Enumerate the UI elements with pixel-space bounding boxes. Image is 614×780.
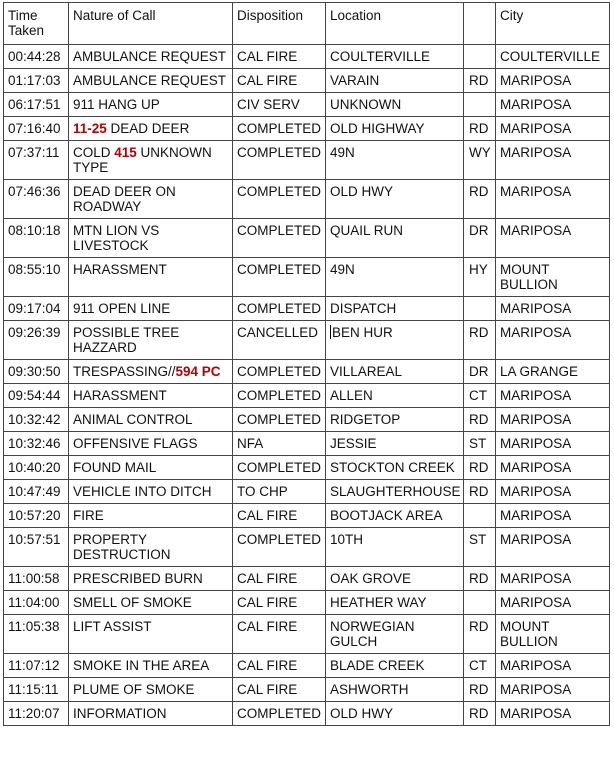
time-cell: 10:47:49	[4, 480, 69, 504]
disposition-cell: CAL FIRE	[233, 504, 326, 528]
location-text: SLAUGHTERHOUSE	[330, 484, 461, 499]
city-cell: MARIPOSA	[496, 456, 610, 480]
nature-cell	[69, 432, 233, 456]
street-suffix-cell: HY	[464, 258, 496, 297]
city-cell: MARIPOSA	[496, 117, 610, 141]
disposition-cell: COMPLETED	[233, 528, 326, 567]
time-cell: 10:57:51	[4, 528, 69, 567]
location-cell	[326, 456, 464, 480]
city-cell: MARIPOSA	[496, 93, 610, 117]
location-cell	[326, 321, 464, 360]
location-cell	[326, 408, 464, 432]
disposition-cell: CAL FIRE	[233, 615, 326, 654]
nature-cell	[69, 504, 233, 528]
city-cell: MARIPOSA	[496, 219, 610, 258]
time-cell: 01:17:03	[4, 69, 69, 93]
street-suffix-cell	[464, 591, 496, 615]
nature-text: TRESPASSING//	[73, 364, 176, 379]
location-cell	[326, 384, 464, 408]
street-suffix-cell: RD	[464, 117, 496, 141]
table-row	[4, 408, 610, 432]
disposition-cell: CAL FIRE	[233, 591, 326, 615]
nature-cell	[69, 219, 233, 258]
disposition-cell: COMPLETED	[233, 297, 326, 321]
street-suffix-cell: RD	[464, 702, 496, 726]
street-suffix-cell: DR	[464, 219, 496, 258]
disposition-cell: COMPLETED	[233, 180, 326, 219]
location-cell	[326, 258, 464, 297]
location-cell	[326, 117, 464, 141]
disposition-cell: COMPLETED	[233, 141, 326, 180]
nature-text: AMBULANCE REQUEST	[73, 49, 227, 64]
table-row	[4, 678, 610, 702]
table-row	[4, 219, 610, 258]
disposition-cell: COMPLETED	[233, 456, 326, 480]
street-suffix-cell: WY	[464, 141, 496, 180]
location-cell	[326, 678, 464, 702]
street-suffix-cell: RD	[464, 456, 496, 480]
time-cell: 06:17:51	[4, 93, 69, 117]
location-text: STOCKTON CREEK	[330, 460, 455, 475]
header-disposition: Disposition	[233, 3, 326, 45]
location-cell	[326, 615, 464, 654]
header-time: Time Taken	[4, 3, 69, 45]
location-cell	[326, 432, 464, 456]
nature-cell	[69, 384, 233, 408]
table-row	[4, 567, 610, 591]
location-text: 49N	[330, 262, 355, 277]
header-location: Location	[326, 3, 464, 45]
location-text: JESSIE	[330, 436, 377, 451]
time-cell: 09:54:44	[4, 384, 69, 408]
nature-cell	[69, 321, 233, 360]
incident-code: 11-25	[73, 121, 107, 136]
city-cell: MARIPOSA	[496, 654, 610, 678]
nature-text: FOUND MAIL	[73, 460, 157, 475]
time-cell: 08:10:18	[4, 219, 69, 258]
nature-text: LIFT ASSIST	[73, 619, 152, 634]
time-cell: 11:20:07	[4, 702, 69, 726]
incident-code: 594 PC	[175, 364, 221, 379]
table-row	[4, 480, 610, 504]
location-text: OLD HWY	[330, 706, 394, 721]
nature-text: SMOKE IN THE AREA	[73, 658, 210, 673]
location-text: BLADE CREEK	[330, 658, 425, 673]
time-cell: 00:44:28	[4, 45, 69, 69]
location-cell	[326, 654, 464, 678]
city-cell: MARIPOSA	[496, 702, 610, 726]
disposition-cell: COMPLETED	[233, 408, 326, 432]
location-cell	[326, 180, 464, 219]
time-cell: 07:37:11	[4, 141, 69, 180]
street-suffix-cell: RD	[464, 408, 496, 432]
nature-cell	[69, 480, 233, 504]
street-suffix-cell	[464, 297, 496, 321]
disposition-cell: CIV SERV	[233, 93, 326, 117]
city-cell: MARIPOSA	[496, 528, 610, 567]
location-cell	[326, 141, 464, 180]
location-text: NORWEGIAN GULCH	[330, 619, 415, 649]
disposition-cell: CAL FIRE	[233, 654, 326, 678]
header-nature: Nature of Call	[69, 3, 233, 45]
table-row	[4, 384, 610, 408]
disposition-cell: CANCELLED	[233, 321, 326, 360]
street-suffix-cell: RD	[464, 678, 496, 702]
location-text: 10TH	[330, 532, 364, 547]
city-cell: MARIPOSA	[496, 567, 610, 591]
city-cell: MARIPOSA	[496, 69, 610, 93]
time-cell: 08:55:10	[4, 258, 69, 297]
street-suffix-cell	[464, 504, 496, 528]
street-suffix-cell: ST	[464, 432, 496, 456]
nature-cell	[69, 678, 233, 702]
disposition-cell: COMPLETED	[233, 219, 326, 258]
time-cell: 11:05:38	[4, 615, 69, 654]
table-row	[4, 504, 610, 528]
table-row	[4, 702, 610, 726]
table-row	[4, 615, 610, 654]
city-cell: MARIPOSA	[496, 384, 610, 408]
location-text: ASHWORTH	[330, 682, 409, 697]
city-cell: MARIPOSA	[496, 678, 610, 702]
table-row	[4, 45, 610, 69]
location-text: QUAIL RUN	[330, 223, 404, 238]
nature-cell	[69, 528, 233, 567]
disposition-cell: CAL FIRE	[233, 567, 326, 591]
nature-text: ANIMAL CONTROL	[73, 412, 193, 427]
table-row	[4, 93, 610, 117]
time-cell: 11:15:11	[4, 678, 69, 702]
city-cell: MARIPOSA	[496, 480, 610, 504]
city-cell: MARIPOSA	[496, 504, 610, 528]
nature-text: PROPERTY DESTRUCTION	[73, 532, 171, 562]
time-cell: 07:46:36	[4, 180, 69, 219]
disposition-cell: TO CHP	[233, 480, 326, 504]
location-cell	[326, 360, 464, 384]
nature-text: AMBULANCE REQUEST	[73, 73, 227, 88]
disposition-cell: CAL FIRE	[233, 69, 326, 93]
disposition-cell: COMPLETED	[233, 117, 326, 141]
location-text: HEATHER WAY	[330, 595, 427, 610]
nature-cell	[69, 654, 233, 678]
nature-text: DEAD DEER	[106, 121, 190, 136]
nature-text: POSSIBLE TREE HAZZARD	[73, 325, 180, 355]
nature-text: FIRE	[73, 508, 104, 523]
time-cell: 11:00:58	[4, 567, 69, 591]
time-cell: 09:17:04	[4, 297, 69, 321]
street-suffix-cell: RD	[464, 567, 496, 591]
street-suffix-cell	[464, 93, 496, 117]
nature-text: MTN LION VS LIVESTOCK	[73, 223, 160, 253]
disposition-cell: NFA	[233, 432, 326, 456]
header-row	[4, 3, 610, 45]
nature-text: INFORMATION	[73, 706, 167, 721]
nature-text: COLD	[73, 145, 115, 160]
nature-cell	[69, 69, 233, 93]
location-text: RIDGETOP	[330, 412, 401, 427]
location-cell	[326, 567, 464, 591]
nature-cell	[69, 702, 233, 726]
location-cell	[326, 45, 464, 69]
location-text: COULTERVILLE	[330, 49, 431, 64]
street-suffix-cell: RD	[464, 480, 496, 504]
street-suffix-cell: CT	[464, 654, 496, 678]
location-text: OLD HIGHWAY	[330, 121, 425, 136]
location-cell	[326, 702, 464, 726]
table-row	[4, 654, 610, 678]
table-row	[4, 141, 610, 180]
table-row	[4, 258, 610, 297]
nature-cell	[69, 615, 233, 654]
location-cell	[326, 219, 464, 258]
city-cell: MARIPOSA	[496, 141, 610, 180]
nature-text: VEHICLE INTO DITCH	[73, 484, 212, 499]
nature-cell	[69, 117, 233, 141]
location-text: BOOTJACK AREA	[330, 508, 443, 523]
disposition-cell: COMPLETED	[233, 384, 326, 408]
table-row	[4, 297, 610, 321]
nature-text: 911 OPEN LINE	[73, 301, 171, 316]
table-row	[4, 591, 610, 615]
nature-cell	[69, 567, 233, 591]
table-row	[4, 360, 610, 384]
city-cell: MARIPOSA	[496, 591, 610, 615]
table-row	[4, 456, 610, 480]
location-text: 49N	[330, 145, 355, 160]
disposition-cell: COMPLETED	[233, 258, 326, 297]
city-cell: MOUNT BULLION	[496, 615, 610, 654]
city-cell: LA GRANGE	[496, 360, 610, 384]
location-cell	[326, 480, 464, 504]
call-log-table	[3, 2, 610, 726]
table-row	[4, 117, 610, 141]
nature-cell	[69, 180, 233, 219]
time-cell: 10:57:20	[4, 504, 69, 528]
nature-cell	[69, 297, 233, 321]
nature-cell	[69, 258, 233, 297]
disposition-cell: COMPLETED	[233, 360, 326, 384]
street-suffix-cell: RD	[464, 69, 496, 93]
incident-code: 415	[114, 145, 137, 160]
nature-cell	[69, 141, 233, 180]
table-body	[4, 45, 610, 726]
street-suffix-cell	[464, 45, 496, 69]
time-cell: 10:32:42	[4, 408, 69, 432]
location-text: OAK GROVE	[330, 571, 412, 586]
table-row	[4, 69, 610, 93]
street-suffix-cell: RD	[464, 615, 496, 654]
text-cursor	[330, 325, 331, 339]
city-cell: MARIPOSA	[496, 180, 610, 219]
nature-cell	[69, 456, 233, 480]
location-text: OLD HWY	[330, 184, 394, 199]
table-row	[4, 180, 610, 219]
city-cell: MARIPOSA	[496, 321, 610, 360]
city-cell: MOUNT BULLION	[496, 258, 610, 297]
time-cell: 10:32:46	[4, 432, 69, 456]
nature-text: HARASSMENT	[73, 388, 167, 403]
location-cell	[326, 93, 464, 117]
time-cell: 07:16:40	[4, 117, 69, 141]
time-cell: 09:30:50	[4, 360, 69, 384]
street-suffix-cell: RD	[464, 321, 496, 360]
location-text: VILLAREAL	[330, 364, 403, 379]
location-text: DISPATCH	[330, 301, 397, 316]
nature-text: HARASSMENT	[73, 262, 167, 277]
table-row	[4, 432, 610, 456]
street-suffix-cell: CT	[464, 384, 496, 408]
nature-cell	[69, 360, 233, 384]
location-text: VARAIN	[330, 73, 380, 88]
nature-cell	[69, 45, 233, 69]
nature-cell	[69, 408, 233, 432]
header-suffix	[464, 3, 496, 45]
time-cell: 11:04:00	[4, 591, 69, 615]
location-cell	[326, 504, 464, 528]
location-cell	[326, 528, 464, 567]
street-suffix-cell: RD	[464, 180, 496, 219]
location-text: UNKNOWN	[330, 97, 402, 112]
city-cell: MARIPOSA	[496, 408, 610, 432]
nature-text: PLUME OF SMOKE	[73, 682, 195, 697]
location-text: ALLEN	[330, 388, 373, 403]
location-cell	[326, 591, 464, 615]
header-city: City	[496, 3, 610, 45]
nature-text: UNKNOWN TYPE	[73, 145, 212, 175]
nature-cell	[69, 93, 233, 117]
disposition-cell: CAL FIRE	[233, 678, 326, 702]
nature-cell	[69, 591, 233, 615]
table-row	[4, 321, 610, 360]
time-cell: 11:07:12	[4, 654, 69, 678]
location-cell	[326, 69, 464, 93]
time-cell: 09:26:39	[4, 321, 69, 360]
disposition-cell: COMPLETED	[233, 702, 326, 726]
nature-text: PRESCRIBED BURN	[73, 571, 203, 586]
nature-text: 911 HANG UP	[73, 97, 160, 112]
city-cell: COULTERVILLE	[496, 45, 610, 69]
street-suffix-cell: ST	[464, 528, 496, 567]
city-cell: MARIPOSA	[496, 432, 610, 456]
nature-text: SMELL OF SMOKE	[73, 595, 192, 610]
nature-text: DEAD DEER ON ROADWAY	[73, 184, 176, 214]
table-row	[4, 528, 610, 567]
time-cell: 10:40:20	[4, 456, 69, 480]
nature-text: OFFENSIVE FLAGS	[73, 436, 198, 451]
city-cell: MARIPOSA	[496, 297, 610, 321]
street-suffix-cell: DR	[464, 360, 496, 384]
disposition-cell: CAL FIRE	[233, 45, 326, 69]
location-cell	[326, 297, 464, 321]
location-text: BEN HUR	[332, 325, 393, 340]
